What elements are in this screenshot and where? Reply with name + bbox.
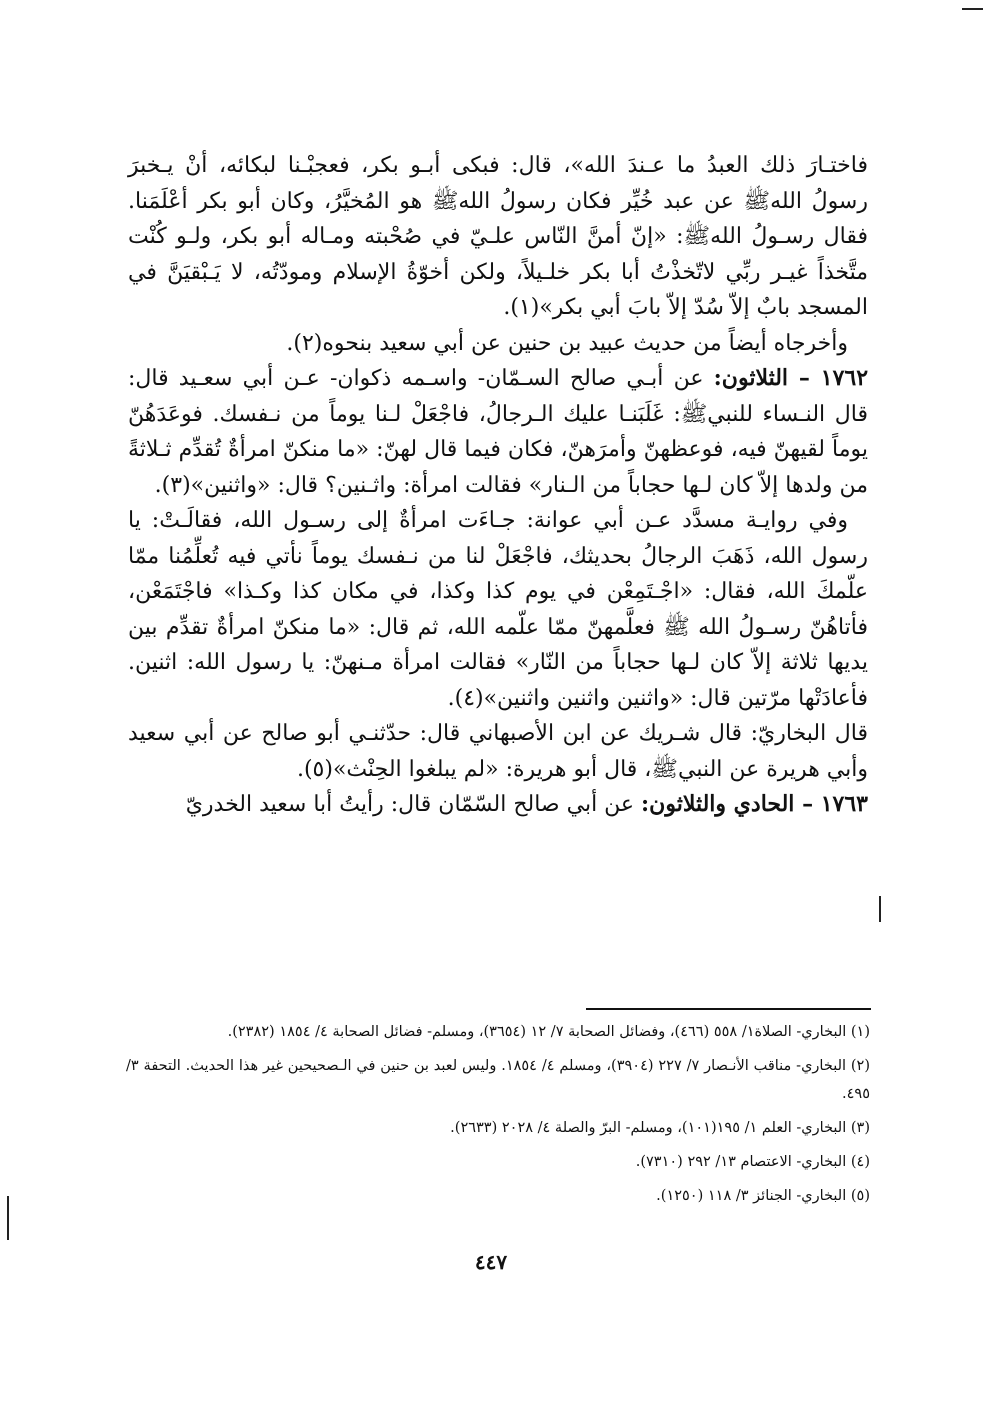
paragraph-hadith-1762 [128,361,868,503]
paragraph-musaddad-narration [128,503,868,716]
footnote-4: (٤) البخاري- الاعتصام ١٣/ ٢٩٢ (٧٣١٠). [635,1154,870,1170]
scan-artifact-mark [7,1196,9,1240]
paragraph-text: فاختـارَ ذلك العبدُ ما عـندَ الله»، قال: فبكى أبـو بكر، فعجبْـنا لبكائه، أنْ يـخبرَ رسولُ اللهﷺ عن عبد خُيِّر فكان رسولُ اللهﷺ هو المُخيَّرُ، وكان أبو بكر أعْلَمَنا. فقال رسـولُ اللهﷺ: «إنّ أمنَّ النّاس علـيّ في صُحْبته ومـاله أبو بكر، ولـو كُنْت متَّخذاً غيـر ربِّي لاتّخذْتُ أبا بكر خلـيلاً، ولكن أخوّةُ الإسلام ومودّتُه، لا يَـبْقيَنَّ في المسجد بابٌ إلاّ سُدّ إلاّ بابَ أبي بكر»(١). [128,153,868,320]
paragraph-text: قال البخاريّ: قال شـريك عن ابن الأصبهاني قال: حدّثنـي أبو صالح عن أبي سعيد وأبي هريرة عن النبيﷺ، قال أبو هريرة: «لم يبلغوا الحِنْث»(٥). [128,721,868,782]
paragraph-hadith-continuation [128,148,868,326]
paragraph-text: عن أبي صالح السّمّان قال: رأيتُ أبا سعيد الخدريّ [185,792,635,817]
paragraph-hadith-1763 [128,787,868,823]
footnote-divider [586,1008,871,1010]
paragraph-text: وأخرجاه أيضاً من حديث عبيد بن حنين عن أبي سعيد بنحوه(٢). [286,330,848,356]
paragraph-text: وفي روايـة مسدَّد عـن أبي عوانة: جـاءَت امرأةٌ إلى رسـول الله، فقالَـتْ: يا رسول الله، ذَهَبَ الرجالُ بحديثك، فاجْعَلْ لنا من نـفسك يوماً نأتي فيه تُعلِّمُنا ممّا علّمكَ الله، فقال: «اجْـتَمِعْن في يوم كذا وكذا، في مكان كذا وكـذا» فاجْتَمَعْن، فأتاهُنّ رسـولُ الله ﷺ فعلَّمهنّ ممّا علّمه الله، ثم قال: «ما منكنّ امرأةٌ تقدِّم بين يديها ثلاثة إلاّ كان لـها حجاباً من النّار» فقالت امرأة مـنهنّ: يا رسول الله: اثنين. فأعادَتْها مرّتين قال: «واثنين واثنين واثنين»(٤). [128,508,868,711]
paragraph-bukhari-sharik [128,716,868,787]
footnotes [126,1018,870,1216]
paragraph-text: عن أبـي صالح السـمّان- واسـمه ذكوان- عـن أبي سعـيد قال: قال النـساء للنبيﷺ: غَلَبَنـا عليك الـرجالُ، فاجْعَلْ لـنا يوماً من نـفسك. فوعَدَهُنّ يوماً لقيهنّ فيه، فوعظهنّ وأمرَهنّ، فكان فيما قال لهنّ: «ما منكنّ امرأةٌ تُقدِّم ثـلاثةً من ولدها إلاّ كان لـها حجاباً من الـنار» فقالت امرأة: واثـنين؟ قال: «واثنين»(٣). [128,366,868,498]
scan-artifact-mark [879,896,881,922]
scan-artifact-mark [962,8,983,10]
footnote-5: (٥) البخاري- الجنائز ٣/ ١١٨ (١٢٥٠). [656,1188,870,1204]
footnote-3: (٣) البخاري- العلم ١/ ١٩٥(١٠١)، ومسلم- البرّ والصلة ٤/ ٢٠٢٨ (٢٦٣٣). [450,1120,870,1136]
footnote-1: (١) البخاري- الصلاة١/ ٥٥٨ (٤٦٦)، وفضائل الصحابة ٧/ ١٢ (٣٦٥٤)، ومسلم- فضائل الصحابة ٤/ ١٨٥٤ (٢٣٨٢). [227,1024,870,1040]
main-text [128,148,868,823]
footnote-2: (٢) البخاري- مناقب الأنـصار ٧/ ٢٢٧ (٣٩٠٤)، ومسلم ٤/ ١٨٥٤. وليس لعبد بن حنين في الـصحيحين غير هذا الحديث. التحفة ٣/ ٤٩٥. [126,1058,871,1102]
hadith-number-heading: ١٧٦٢ – الثلاثون: [713,365,869,391]
page-number: ٤٤٧ [474,1250,508,1274]
hadith-number-heading: ١٧٦٣ – الحادي والثلاثون: [641,791,868,817]
paragraph-ubaid-report [128,326,868,362]
